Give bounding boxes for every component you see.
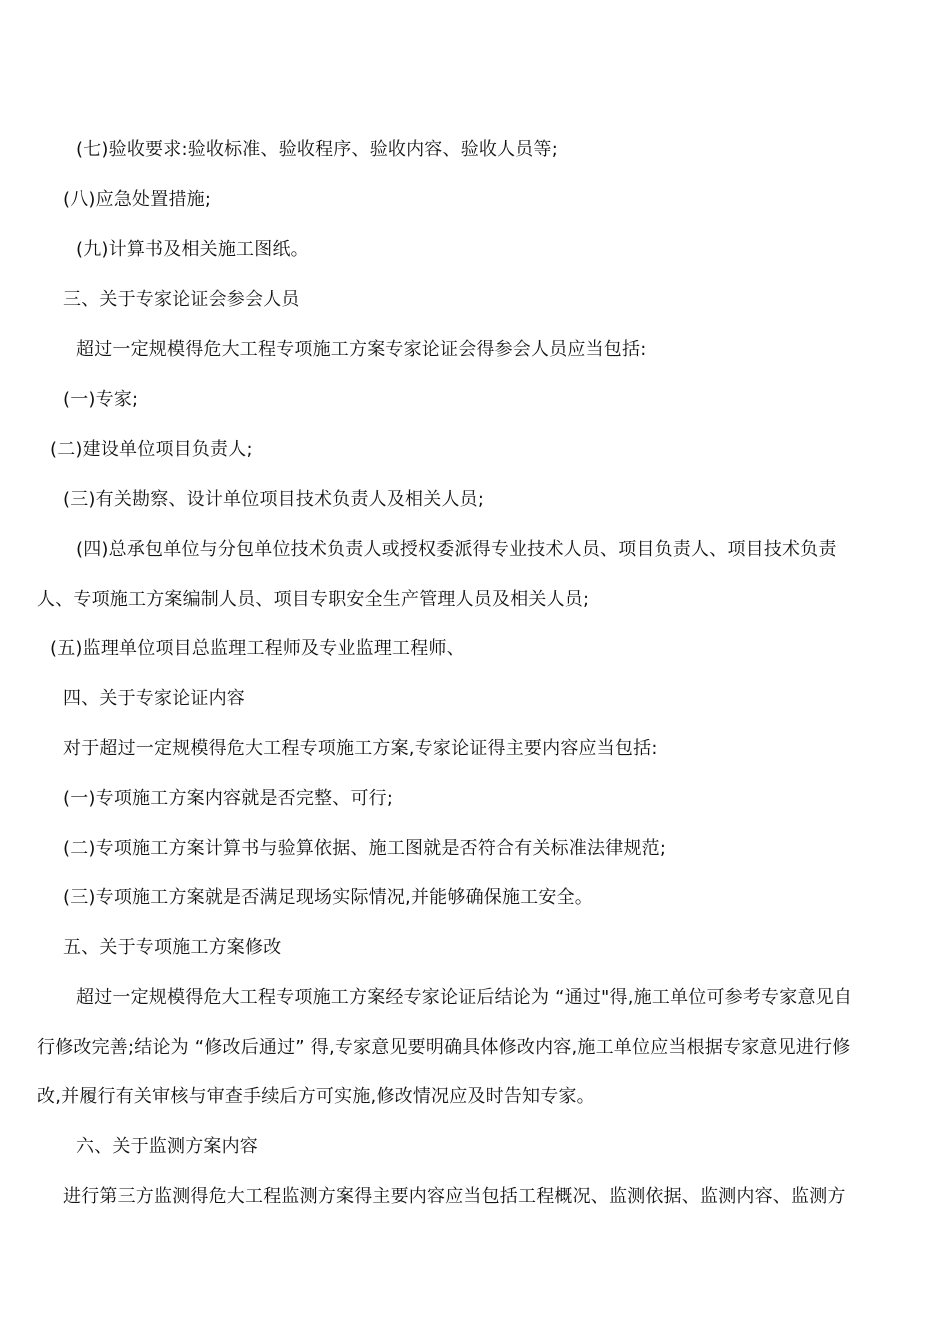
text-line-modification-3: 改,并履行有关审核与审查手续后方可实施,修改情况应及时告知专家。 — [37, 1086, 595, 1107]
section-heading-3: 三、关于专家论证会参会人员 — [63, 289, 300, 310]
text-line-supervision: (五)监理单位项目总监理工程师及专业监理工程师、 — [50, 638, 465, 659]
text-line-survey-design: (三)有关勘察、设计单位项目技术负责人及相关人员; — [63, 489, 485, 510]
text-line-acceptance-requirements: (七)验收要求:验收标准、验收程序、验收内容、验收人员等; — [76, 139, 558, 160]
text-line-participants-intro: 超过一定规模得危大工程专项施工方案专家论证会得参会人员应当包括: — [76, 339, 647, 360]
text-line-review-2: (二)专项施工方案计算书与验算依据、施工图就是否符合有关标准法律规范; — [63, 838, 667, 859]
section-heading-6: 六、关于监测方案内容 — [76, 1136, 258, 1157]
text-line-modification-2: 行修改完善;结论为 “修改后通过” 得,专家意见要明确具体修改内容,施工单位应当根据专家意见进行修 — [37, 1037, 851, 1058]
section-heading-4: 四、关于专家论证内容 — [63, 688, 245, 709]
text-line-contractor-cont: 人、专项施工方案编制人员、项目专职安全生产管理人员及相关人员; — [37, 589, 590, 610]
text-line-review-intro: 对于超过一定规模得危大工程专项施工方案,专家论证得主要内容应当包括: — [63, 738, 658, 759]
text-line-experts: (一)专家; — [63, 389, 139, 410]
text-line-review-3: (三)专项施工方案就是否满足现场实际情况,并能够确保施工安全。 — [63, 887, 593, 908]
text-line-monitoring-plan: 进行第三方监测得危大工程监测方案得主要内容应当包括工程概况、监测依据、监测内容、监测方 — [63, 1186, 846, 1207]
text-line-emergency-measures: (八)应急处置措施; — [63, 189, 212, 210]
section-heading-5: 五、关于专项施工方案修改 — [63, 937, 282, 958]
text-line-calculation-drawings: (九)计算书及相关施工图纸。 — [76, 239, 309, 260]
text-line-contractor: (四)总承包单位与分包单位技术负责人或授权委派得专业技术人员、项目负责人、项目技术负责 — [76, 539, 837, 560]
text-line-modification-1: 超过一定规模得危大工程专项施工方案经专家论证后结论为 “通过"得,施工单位可参考专家意见自 — [76, 987, 853, 1008]
text-line-construction-unit: (二)建设单位项目负责人; — [50, 439, 253, 460]
text-line-review-1: (一)专项施工方案内容就是否完整、可行; — [63, 788, 394, 809]
